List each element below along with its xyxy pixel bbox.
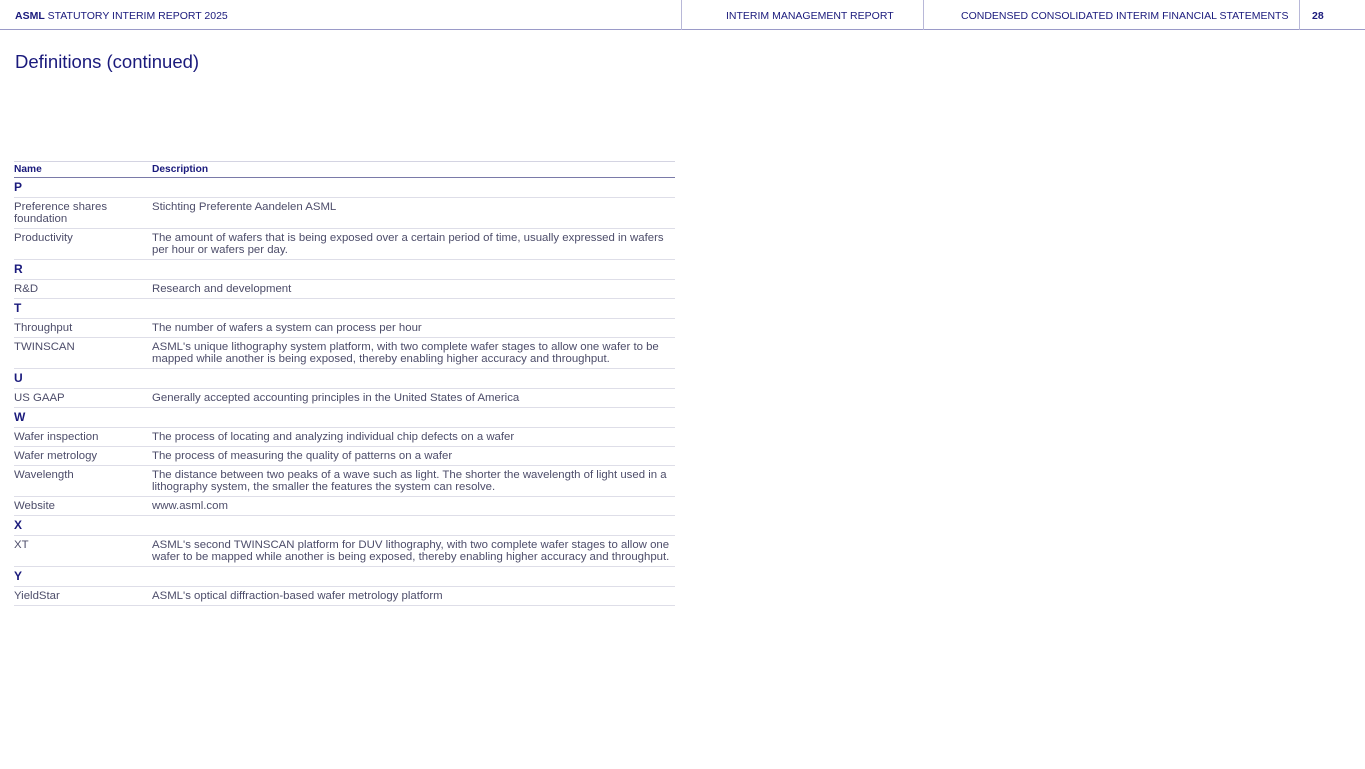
term-description: www.asml.com	[152, 497, 675, 516]
term-description: The distance between two peaks of a wave such as light. The shorter the wavelength of light used in a lithography system, the smaller the features the system can resolve.	[152, 466, 675, 497]
term-description: ASML's second TWINSCAN platform for DUV lithography, with two complete wafer stages to allow one wafer to be mapped while another is being exposed, thereby enabling higher accuracy and throughput.	[152, 536, 675, 567]
definition-row	[14, 389, 675, 408]
section-letter-row	[14, 369, 675, 389]
section-letter: U	[14, 369, 675, 389]
definitions-body	[14, 178, 675, 606]
term-description: ASML's unique lithography system platform, with two complete wafer stages to allow one wafer to be mapped while another is being exposed, thereby enabling higher accuracy and throughput.	[152, 338, 675, 369]
section-letter-row	[14, 299, 675, 319]
term-name: YieldStar	[14, 587, 152, 606]
page-title: Definitions (continued)	[15, 51, 200, 72]
section-letter-row	[14, 516, 675, 536]
nav-management-report[interactable]: INTERIM MANAGEMENT REPORT	[726, 10, 894, 22]
table-header-row	[14, 162, 675, 178]
column-header-description: Description	[152, 162, 675, 178]
definition-row	[14, 338, 675, 369]
term-name: Preference shares foundation	[14, 198, 152, 229]
term-description: The amount of wafers that is being exposed over a certain period of time, usually expressed in wafers per hour or wafers per day.	[152, 229, 675, 260]
nav-financial-statements[interactable]: CONDENSED CONSOLIDATED INTERIM FINANCIAL STATEMENTS	[961, 10, 1289, 22]
term-name: Wavelength	[14, 466, 152, 497]
term-name: Wafer inspection	[14, 428, 152, 447]
term-name: Wafer metrology	[14, 447, 152, 466]
section-letter-row	[14, 178, 675, 198]
term-description: ASML's optical diffraction-based wafer metrology platform	[152, 587, 675, 606]
page-number: 28	[1312, 10, 1324, 22]
section-letter: P	[14, 178, 675, 198]
report-header	[0, 0, 1365, 30]
section-letter: Y	[14, 567, 675, 587]
definition-row	[14, 536, 675, 567]
term-description: Research and development	[152, 280, 675, 299]
header-divider	[923, 0, 924, 30]
definition-row	[14, 466, 675, 497]
term-name: TWINSCAN	[14, 338, 152, 369]
report-brand[interactable]	[15, 0, 228, 30]
term-name: US GAAP	[14, 389, 152, 408]
header-divider	[681, 0, 682, 30]
section-letter: X	[14, 516, 675, 536]
brand-name: ASML	[15, 10, 45, 22]
definition-row	[14, 198, 675, 229]
section-letter: R	[14, 260, 675, 280]
definitions-table	[14, 161, 675, 606]
report-title: STATUTORY INTERIM REPORT 2025	[47, 10, 228, 22]
term-name: Productivity	[14, 229, 152, 260]
column-header-name: Name	[14, 162, 152, 178]
term-name: Throughput	[14, 319, 152, 338]
term-description: Stichting Preferente Aandelen ASML	[152, 198, 675, 229]
section-letter-row	[14, 567, 675, 587]
term-name: R&D	[14, 280, 152, 299]
definition-row	[14, 428, 675, 447]
term-name: Website	[14, 497, 152, 516]
section-letter-row	[14, 408, 675, 428]
term-description: The process of measuring the quality of patterns on a wafer	[152, 447, 675, 466]
term-name: XT	[14, 536, 152, 567]
section-letter: T	[14, 299, 675, 319]
term-description: The number of wafers a system can process per hour	[152, 319, 675, 338]
section-letter: W	[14, 408, 675, 428]
definition-row	[14, 280, 675, 299]
definition-row	[14, 497, 675, 516]
section-letter-row	[14, 260, 675, 280]
definition-row	[14, 447, 675, 466]
term-description: Generally accepted accounting principles in the United States of America	[152, 389, 675, 408]
definition-row	[14, 319, 675, 338]
definition-row	[14, 587, 675, 606]
header-divider	[1299, 0, 1300, 30]
definition-row	[14, 229, 675, 260]
term-description: The process of locating and analyzing individual chip defects on a wafer	[152, 428, 675, 447]
